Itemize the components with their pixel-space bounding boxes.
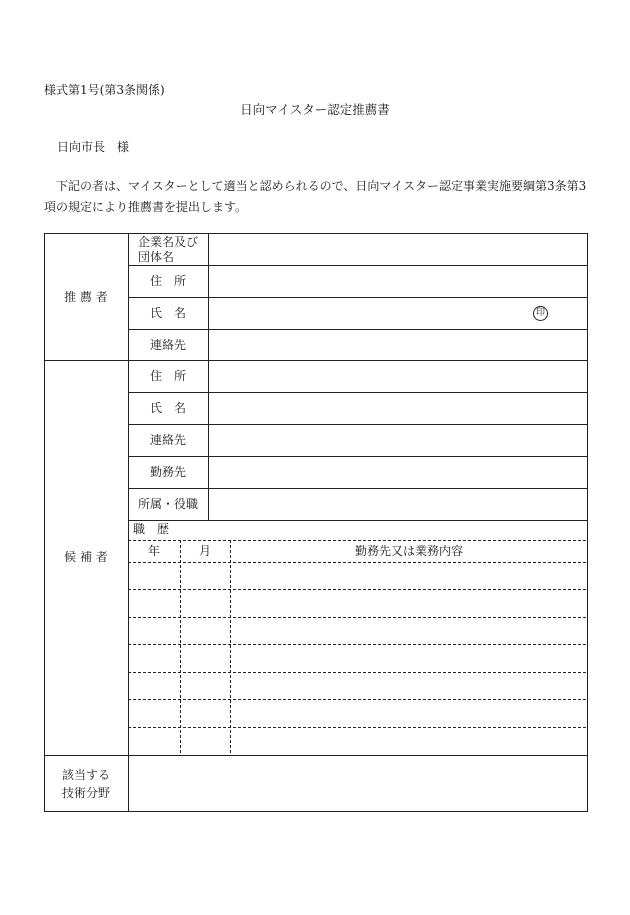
company-label-line-1: 企業名及び (138, 235, 199, 249)
form-number: 様式第1号(第3条関係) (44, 83, 165, 97)
technical-field-label-line-2: 技術分野 (61, 786, 110, 800)
candidate-workplace-label: 勤務先 (149, 465, 186, 479)
recommender-name-label: 氏 名 (149, 306, 186, 320)
recommender-contact-value (209, 330, 587, 360)
seal-mark: 印 (533, 306, 548, 321)
recommender-section-label: 推 薦 者 (64, 290, 108, 304)
candidate-name-label: 氏 名 (149, 401, 186, 415)
career-history-label: 職 歴 (133, 522, 170, 536)
candidate-address-value (209, 361, 587, 392)
candidate-address-label: 住 所 (149, 369, 186, 383)
recommender-company-value (209, 234, 587, 265)
career-column-details: 勤務先又は業務内容 (354, 544, 463, 558)
company-label-line-2: 団体名 (138, 250, 175, 264)
recommender-address-label: 住 所 (149, 274, 186, 288)
candidate-contact-value (209, 425, 587, 456)
recommender-contact-label: 連絡先 (149, 338, 186, 352)
recommender-address-value (209, 266, 587, 297)
candidate-contact-label: 連絡先 (149, 433, 186, 447)
technical-field-value (129, 756, 587, 811)
technical-field-label-line-1: 該当する (61, 768, 110, 782)
candidate-position-label: 所属・役職 (137, 497, 198, 511)
career-column-year: 年 (147, 544, 160, 558)
career-history-rows (129, 563, 587, 755)
candidate-name-value (209, 393, 587, 424)
career-column-month: 月 (198, 544, 211, 558)
candidate-section-label: 候 補 者 (64, 550, 108, 564)
addressee: 日向市長 様 (57, 140, 130, 154)
candidate-position-value (209, 489, 587, 520)
intro-line-2: 項の規定により推薦書を提出します。 (44, 200, 248, 214)
recommender-name-value (209, 298, 587, 329)
form-title: 日向マイスター認定推薦書 (240, 102, 390, 117)
candidate-workplace-value (209, 457, 587, 488)
intro-line-1: 下記の者は、マイスターとして適当と認められるので、日向マイスター認定事業実施要綱第3条第3 (44, 179, 587, 193)
